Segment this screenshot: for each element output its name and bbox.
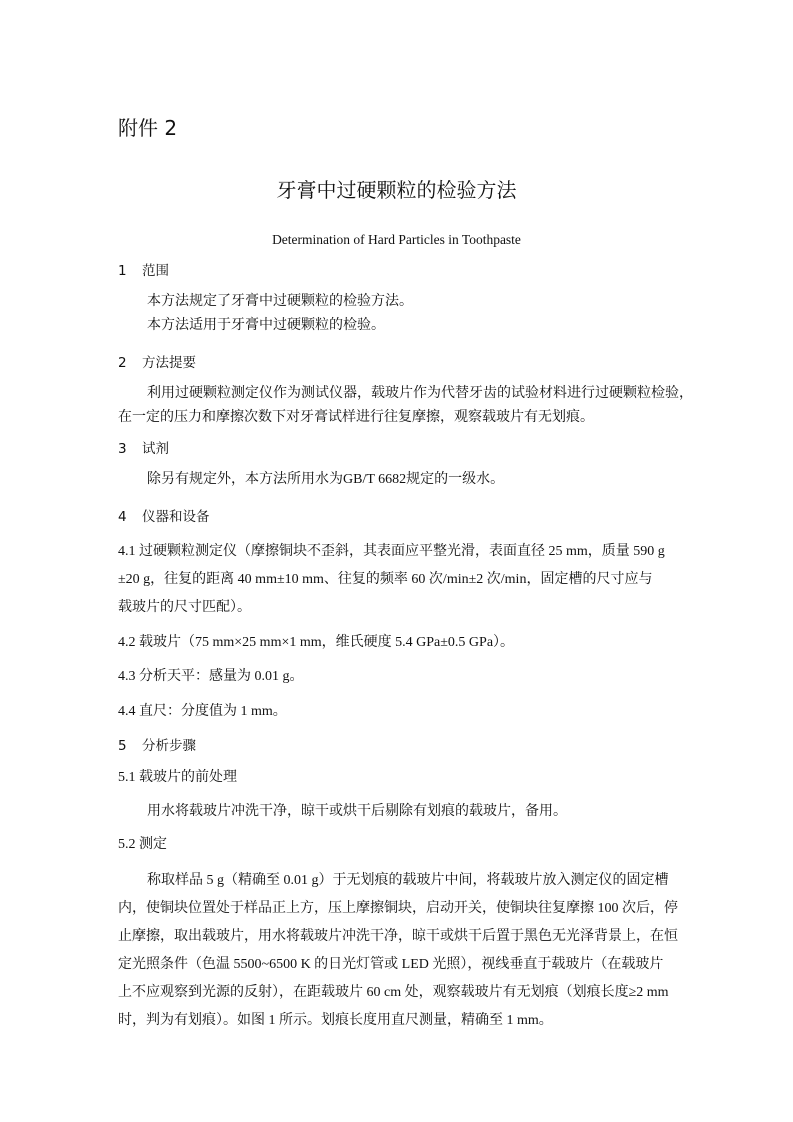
section-title: 分析步骤 [142, 738, 196, 754]
section-title: 试剂 [142, 441, 169, 457]
paragraph-line: 定光照条件（色温 5500~6500 K 的日光灯管或 LED 光照），视线垂直于载玻片（在载玻片 [118, 957, 664, 972]
paragraph-line: 除另有规定外，本方法所用水为GB/T 6682规定的一级水。 [147, 472, 505, 487]
item-4-1-line: 4.1 过硬颗粒测定仪（摩擦铜块不歪斜，其表面应平整光滑，表面直径 25 mm，质量 590 g [118, 544, 665, 559]
item-4-1-line: ±20 g，往复的距离 40 mm±10 mm、往复的频率 60 次/min±2 次/min，固定槽的尺寸应与 [118, 572, 653, 587]
subsection-5-2-heading: 5.2 测定 [118, 837, 167, 852]
section-number: 1 [118, 263, 127, 279]
section-number: 2 [118, 355, 127, 371]
paragraph-line: 本方法规定了牙膏中过硬颗粒的检验方法。 [147, 294, 413, 309]
section-4-heading [118, 507, 210, 527]
section-title: 范围 [142, 263, 169, 279]
item-4-3: 4.3 分析天平：感量为 0.01 g。 [118, 669, 304, 684]
section-2-heading [118, 353, 196, 373]
section-5-heading [118, 736, 196, 756]
section-number: 3 [118, 441, 127, 457]
paragraph-line: 称取样品 5 g（精确至 0.01 g）于无划痕的载玻片中间，将载玻片放入测定仪的固定槽 [147, 873, 669, 888]
item-4-4: 4.4 直尺：分度值为 1 mm。 [118, 704, 287, 719]
section-title: 方法提要 [142, 355, 196, 371]
section-3-heading [118, 439, 169, 459]
section-title: 仪器和设备 [142, 509, 210, 525]
section-number: 4 [118, 509, 127, 525]
paragraph-line: 在一定的压力和摩擦次数下对牙膏试样进行往复摩擦，观察载玻片有无划痕。 [118, 410, 594, 425]
section-number: 5 [118, 738, 127, 754]
section-1-heading [118, 261, 169, 281]
attachment-label: 附件 2 [118, 116, 178, 140]
item-4-1-line: 载玻片的尺寸匹配）。 [118, 600, 251, 615]
subsection-5-1-heading: 5.1 载玻片的前处理 [118, 770, 237, 785]
document-subtitle: Determination of Hard Particles in Toothpaste [272, 232, 521, 247]
paragraph-line: 内，使铜块位置处于样品正上方，压上摩擦铜块，启动开关，使铜块往复摩擦 100 次后，停 [118, 901, 678, 916]
paragraph-line: 用水将载玻片冲洗干净，晾干或烘干后剔除有划痕的载玻片，备用。 [147, 804, 567, 819]
paragraph-line: 利用过硬颗粒测定仪作为测试仪器，载玻片作为代替牙齿的试验材料进行过硬颗粒检验， [147, 386, 693, 401]
paragraph-line: 本方法适用于牙膏中过硬颗粒的检验。 [147, 318, 385, 333]
paragraph-line: 止摩擦，取出载玻片，用水将载玻片冲洗干净，晾干或烘干后置于黑色无光泽背景上，在恒 [118, 929, 678, 944]
paragraph-line: 上不应观察到光源的反射），在距载玻片 60 cm 处，观察载玻片有无划痕（划痕长度≥2 mm [118, 985, 669, 1000]
paragraph-line: 时，判为有划痕）。如图 1 所示。划痕长度用直尺测量，精确至 1 mm。 [118, 1013, 553, 1028]
item-4-2: 4.2 载玻片（75 mm×25 mm×1 mm，维氏硬度 5.4 GPa±0.5 GPa）。 [118, 635, 515, 650]
document-title: 牙膏中过硬颗粒的检验方法 [276, 178, 517, 202]
